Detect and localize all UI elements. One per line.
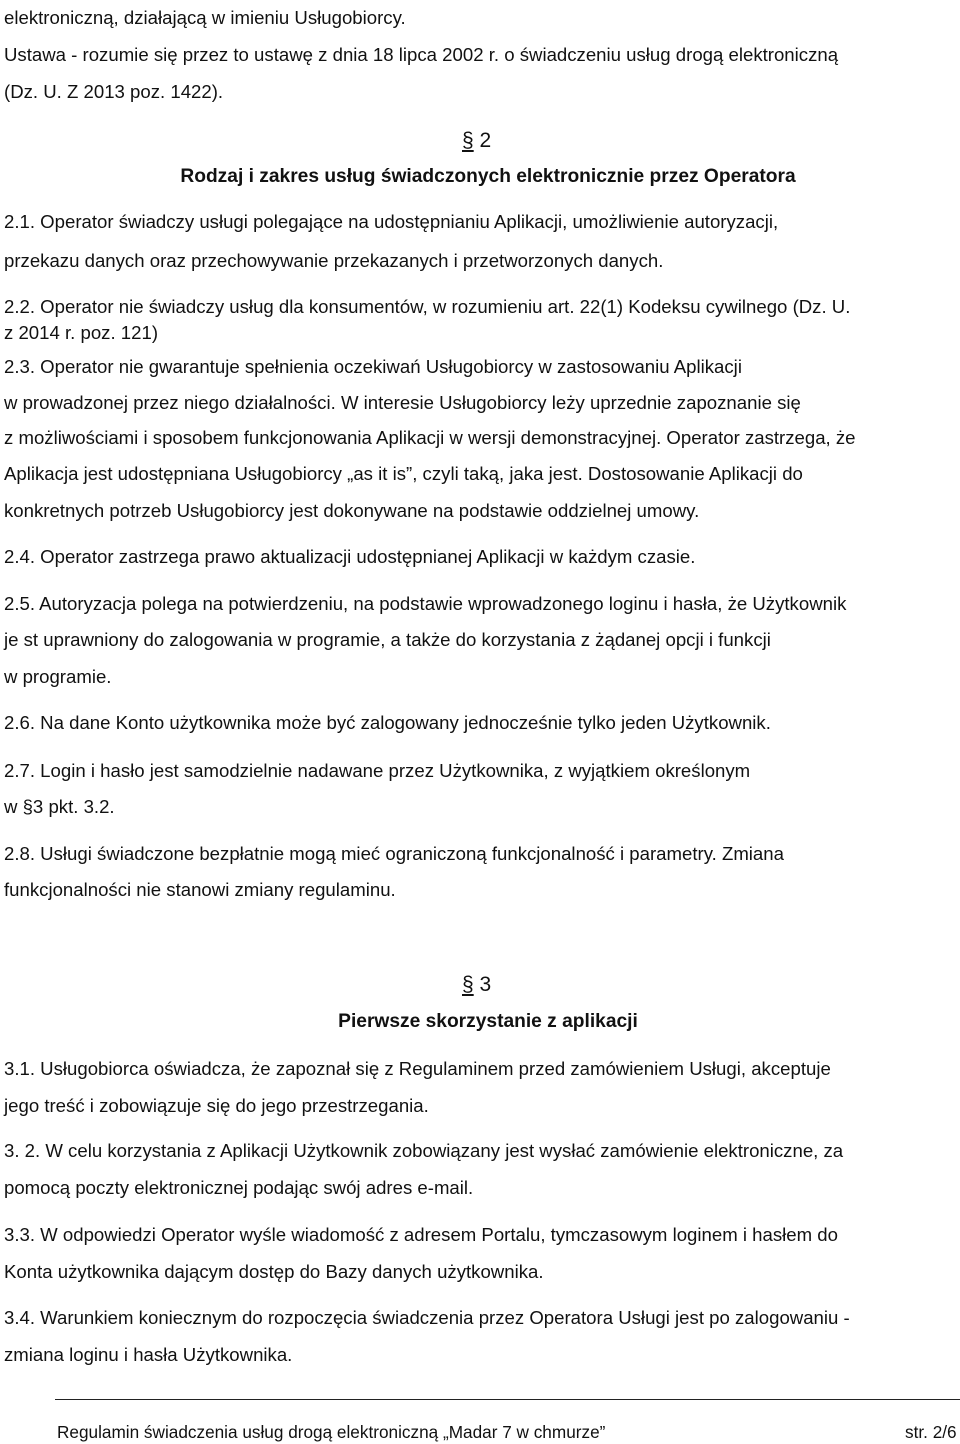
footer-divider (55, 1399, 960, 1400)
paragraph-line: 2.1. Operator świadczy usługi polegające na udostępnianiu Aplikacji, umożliwienie autoryzacji, (4, 211, 779, 232)
footer-title: Regulamin świadczenia usług drogą elektroniczną „Madar 7 w chmurze” (57, 1422, 606, 1442)
paragraph-line: je st uprawniony do zalogowania w programie, a także do korzystania z żądanej opcji i funkcji (4, 629, 771, 650)
section-number (462, 128, 491, 154)
paragraph-line: funkcjonalności nie stanowi zmiany regulaminu. (4, 879, 396, 900)
intro-line: Ustawa - rozumie się przez to ustawę z dnia 18 lipca 2002 r. o świadczeniu usług drogą elektroniczną (4, 44, 839, 65)
section-number-value: 2 (479, 129, 492, 152)
paragraph-line: 3.1. Usługobiorca oświadcza, że zapoznał się z Regulaminem przed zamówieniem Usługi, akceptuje (4, 1058, 831, 1079)
paragraph-line: pomocą poczty elektronicznej podając swój adres e-mail. (4, 1177, 474, 1198)
paragraph-line: Konta użytkownika dającym dostęp do Bazy danych użytkownika. (4, 1261, 544, 1282)
paragraph-line: z możliwościami i sposobem funkcjonowania Aplikacji w wersji demonstracyjnej. Operator zastrzega, że (4, 427, 856, 448)
section-sign: § (462, 129, 474, 152)
paragraph-line: 2.3. Operator nie gwarantuje spełnienia oczekiwań Usługobiorcy w zastosowaniu Aplikacji (4, 356, 742, 377)
intro-line: elektroniczną, działającą w imieniu Usługobiorcy. (4, 7, 406, 28)
paragraph-line: Aplikacja jest udostępniana Usługobiorcy „as it is”, czyli taką, jaka jest. Dostosowanie Aplikacji do (4, 463, 803, 484)
section-title: Pierwsze skorzystanie z aplikacji (338, 1011, 638, 1032)
paragraph-line: 2.4. Operator zastrzega prawo aktualizacji udostępnianej Aplikacji w każdym czasie. (4, 546, 696, 567)
paragraph-line: 2.8. Usługi świadczone bezpłatnie mogą mieć ograniczoną funkcjonalność i parametry. Zmiana (4, 843, 784, 864)
section-sign: § (462, 973, 474, 996)
section-number-value: 3 (479, 973, 492, 996)
paragraph-line: 2.6. Na dane Konto użytkownika może być zalogowany jednocześnie tylko jeden Użytkownik. (4, 712, 771, 733)
paragraph-line: w programie. (4, 666, 112, 687)
page-number: str. 2/6 (905, 1422, 957, 1442)
intro-line: (Dz. U. Z 2013 poz. 1422). (4, 81, 224, 102)
paragraph-line: 2.2. Operator nie świadczy usług dla konsumentów, w rozumieniu art. 22(1) Kodeksu cywilnego (Dz. U. (4, 296, 851, 317)
paragraph-line: 3.3. W odpowiedzi Operator wyśle wiadomość z adresem Portalu, tymczasowym loginem i hasłem do (4, 1224, 838, 1245)
paragraph-line: konkretnych potrzeb Usługobiorcy jest dokonywane na podstawie oddzielnej umowy. (4, 500, 700, 521)
section-title: Rodzaj i zakres usług świadczonych elektronicznie przez Operatora (180, 166, 796, 187)
paragraph-line: w §3 pkt. 3.2. (4, 796, 115, 817)
paragraph-line: 3. 2. W celu korzystania z Aplikacji Użytkownik zobowiązany jest wysłać zamówienie elektroniczne, za (4, 1140, 844, 1161)
section-number (462, 972, 491, 998)
paragraph-line: przekazu danych oraz przechowywanie przekazanych i przetworzonych danych. (4, 250, 664, 271)
paragraph-line: 3.4. Warunkiem koniecznym do rozpoczęcia świadczenia przez Operatora Usługi jest po zalogowaniu - (4, 1307, 850, 1328)
paragraph-line: 2.5. Autoryzacja polega na potwierdzeniu, na podstawie wprowadzonego loginu i hasła, że Użytkownik (4, 593, 847, 614)
paragraph-line: 2.7. Login i hasło jest samodzielnie nadawane przez Użytkownika, z wyjątkiem określonym (4, 760, 751, 781)
paragraph-line: zmiana loginu i hasła Użytkownika. (4, 1344, 293, 1365)
paragraph-line: z 2014 r. poz. 121) (4, 322, 159, 343)
paragraph-line: w prowadzonej przez niego działalności. W interesie Usługobiorcy leży uprzednie zapoznanie się (4, 392, 801, 413)
paragraph-line: jego treść i zobowiązuje się do jego przestrzegania. (4, 1095, 429, 1116)
